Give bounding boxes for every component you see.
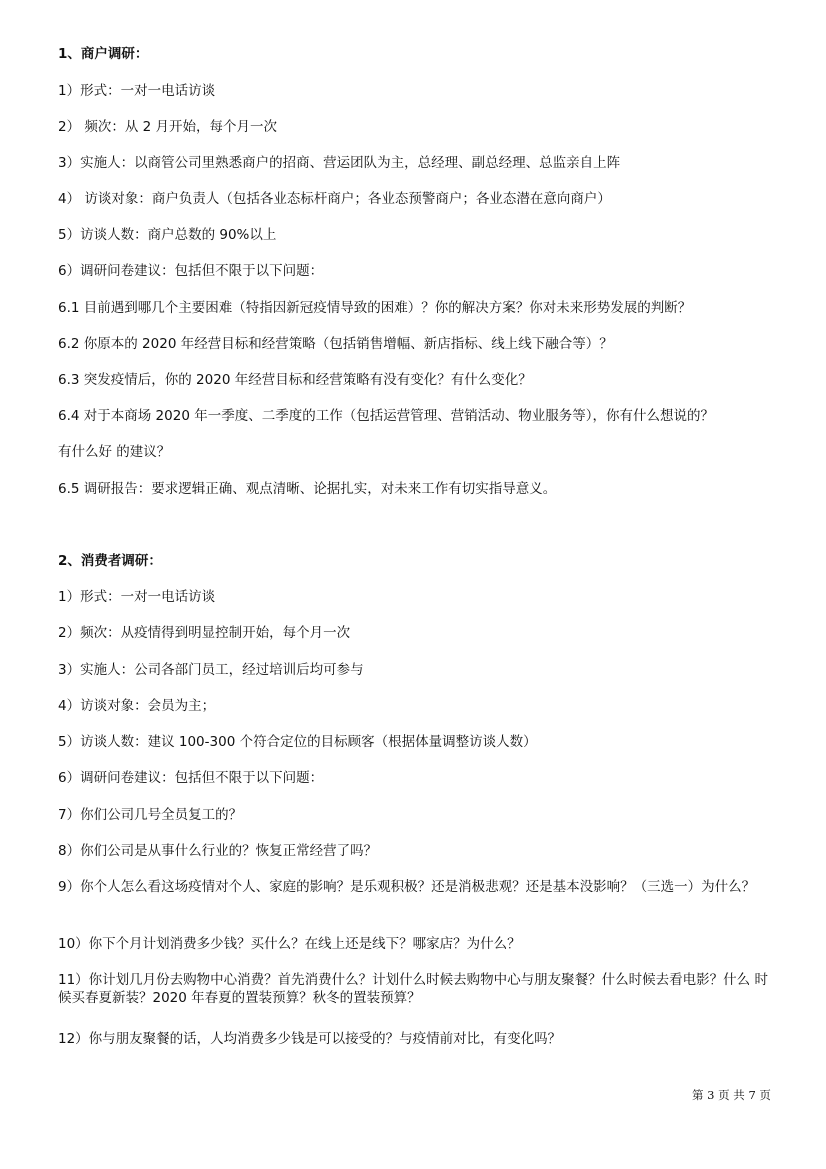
merchant-question-6-3: 6.3 突发疫情后，你的 2020 年经营目标和经营策略有没有变化？有什么变化？ [58, 372, 532, 388]
merchant-line-5: 5）访谈人数：商户总数的 90%以上 [58, 227, 277, 243]
consumer-line-2: 2）频次：从疫情得到明显控制开始，每个月一次 [58, 625, 351, 641]
merchant-question-6-4-cont: 有什么好 的建议？ [58, 444, 171, 460]
section-heading-consumer-research: 2、消费者调研： [58, 553, 162, 569]
merchant-question-6-1: 6.1 目前遇到哪几个主要困难（特指因新冠疫情导致的困难）？你的解决方案？你对未来形势发展的判断？ [58, 300, 692, 316]
consumer-line-6: 6）调研问卷建议：包括但不限于以下问题： [58, 770, 324, 786]
consumer-question-10: 10）你下个月计划消费多少钱？买什么？在线上还是线下？哪家店？为什么？ [58, 936, 521, 952]
merchant-question-6-5: 6.5 调研报告：要求逻辑正确、观点清晰、论据扎实，对未来工作有切实指导意义。 [58, 481, 557, 497]
merchant-line-3: 3）实施人：以商管公司里熟悉商户的招商、营运团队为主，总经理、副总经理、总监亲自上阵 [58, 155, 621, 171]
page-number-footer: 第 3 页 共 7 页 [692, 1088, 771, 1102]
merchant-line-1: 1）形式：一对一电话访谈 [58, 83, 216, 99]
consumer-question-9: 9）你个人怎么看这场疫情对个人、家庭的影响？是乐观积极？还是消极悲观？还是基本没影响？（三选一）为什么？ [58, 879, 756, 895]
consumer-line-1: 1）形式：一对一电话访谈 [58, 589, 216, 605]
merchant-line-6: 6）调研问卷建议：包括但不限于以下问题： [58, 263, 324, 279]
section-heading-merchant-research: 1、商户调研： [58, 46, 149, 62]
merchant-question-6-4: 6.4 对于本商场 2020 年一季度、二季度的工作（包括运营管理、营销活动、物业服务等），你有什么想说的？ [58, 408, 714, 424]
consumer-question-12: 12）你与朋友聚餐的话，人均消费多少钱是可以接受的？与疫情前对比，有变化吗？ [58, 1031, 562, 1047]
merchant-line-2: 2） 频次：从 2 月开始，每个月一次 [58, 119, 278, 135]
consumer-question-7: 7）你们公司几号全员复工的？ [58, 807, 243, 823]
consumer-question-8: 8）你们公司是从事什么行业的？恢复正常经营了吗？ [58, 843, 378, 859]
consumer-line-4: 4）访谈对象：会员为主； [58, 698, 216, 714]
consumer-line-3: 3）实施人：公司各部门员工，经过培训后均可参与 [58, 662, 364, 678]
merchant-question-6-2: 6.2 你原本的 2020 年经营目标和经营策略（包括销售增幅、新店指标、线上线下融合等）？ [58, 336, 613, 352]
consumer-question-11: 11）你计划几月份去购物中心消费？首先消费什么？计划什么时候去购物中心与朋友聚餐？什么时候去看电影？什么 时候买春夏新装？2020 年春夏的置装预算？秋冬的置装预算？ [58, 972, 768, 1006]
merchant-line-4: 4） 访谈对象：商户负责人（包括各业态标杆商户；各业态预警商户；各业态潜在意向商户） [58, 191, 611, 207]
consumer-line-5: 5）访谈人数：建议 100-300 个符合定位的目标顾客（根据体量调整访谈人数） [58, 734, 537, 750]
